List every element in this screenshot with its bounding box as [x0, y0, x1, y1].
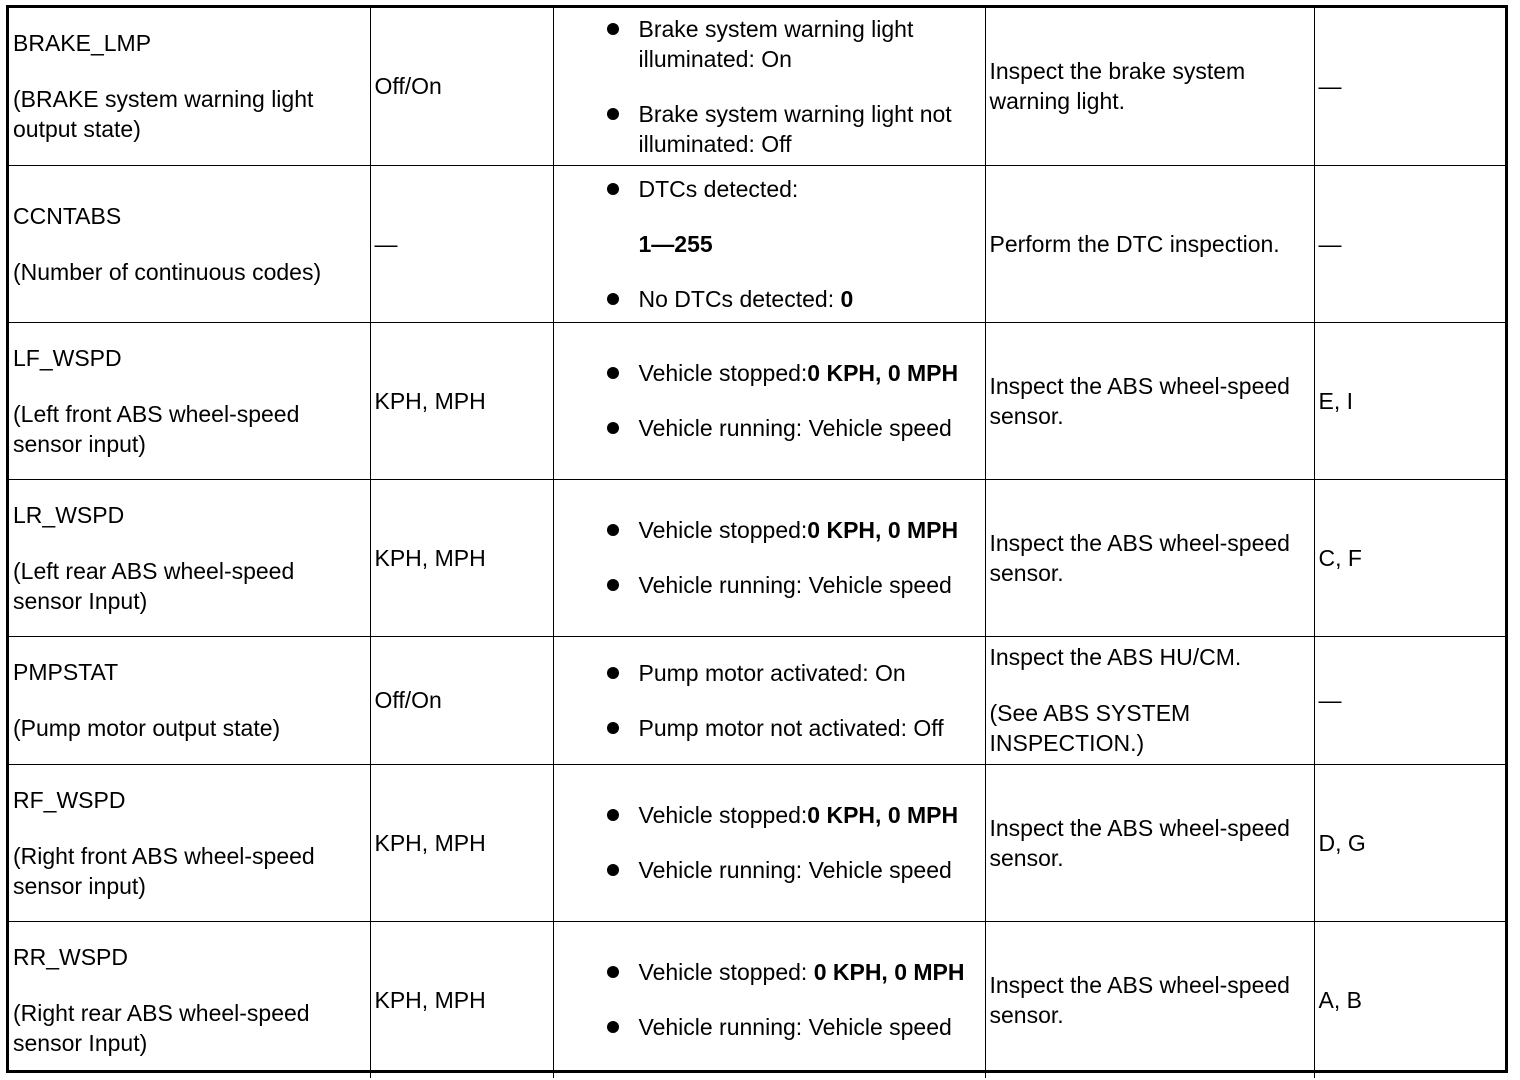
- pid-table: [6, 5, 1508, 1073]
- pid-monitor-table: [9, 8, 1505, 1078]
- terminal-cell: A, B: [1314, 921, 1505, 1078]
- pid-description: (Left rear ABS wheel-speed sensor Input): [13, 557, 295, 614]
- unit-cell: KPH, MPH: [370, 322, 553, 479]
- pid-name: PMPSTAT: [13, 659, 119, 685]
- terminal-cell: D, G: [1314, 764, 1505, 921]
- unit-cell: KPH, MPH: [370, 764, 553, 921]
- action-cell: Perform the DTC inspection.: [985, 165, 1314, 322]
- pid-description: (Pump motor output state): [13, 715, 281, 741]
- list-item: Brake system warning light not illuminated: Off: [603, 99, 981, 159]
- pid-name: CCNTABS: [13, 202, 122, 229]
- terminal-cell: —: [1314, 636, 1505, 764]
- list-item: Vehicle running: Vehicle speed: [603, 855, 981, 885]
- condition-cell: [553, 165, 985, 322]
- table-row: [9, 636, 1505, 764]
- bullet-icon: [607, 422, 619, 434]
- list-item: Brake system warning light illuminated: On: [603, 14, 981, 74]
- bullet-icon: [607, 108, 619, 120]
- condition-cell: [553, 479, 985, 636]
- pid-description: (BRAKE system warning light output state): [13, 86, 314, 143]
- unit-cell: KPH, MPH: [370, 921, 553, 1078]
- unit-cell: —: [370, 165, 553, 322]
- bullet-icon: [607, 579, 619, 591]
- list-item: Vehicle stopped:0 KPH, 0 MPH: [603, 515, 981, 545]
- bullet-icon: [607, 864, 619, 876]
- condition-cell: [553, 322, 985, 479]
- condition-cell: [553, 921, 985, 1078]
- table-row: [9, 921, 1505, 1078]
- table-row: [9, 8, 1505, 165]
- pid-cell: [9, 8, 370, 165]
- bullet-icon: [607, 722, 619, 734]
- terminal-cell: C, F: [1314, 479, 1505, 636]
- table-row: [9, 322, 1505, 479]
- pid-cell: [9, 921, 370, 1078]
- unit-cell: Off/On: [370, 8, 553, 165]
- list-item: Vehicle running: Vehicle speed: [603, 570, 981, 600]
- list-item: Vehicle stopped: 0 KPH, 0 MPH: [603, 957, 981, 987]
- pid-cell: [9, 764, 370, 921]
- bullet-icon: [607, 667, 619, 679]
- action-cell: [985, 636, 1314, 764]
- action-note: (See ABS SYSTEM INSPECTION.): [989, 700, 1191, 756]
- bullet-icon: [607, 809, 619, 821]
- pid-cell: [9, 165, 370, 322]
- condition-cell: [553, 636, 985, 764]
- dtc-range: 1—255: [638, 230, 713, 257]
- pid-name: BRAKE_LMP: [13, 30, 152, 57]
- unit-cell: KPH, MPH: [370, 479, 553, 636]
- pid-name: LR_WSPD: [13, 501, 125, 528]
- pid-name: LF_WSPD: [13, 344, 122, 371]
- list-item: Pump motor not activated: Off: [603, 713, 981, 743]
- list-item: DTCs detected: 1—255: [603, 174, 981, 259]
- terminal-cell: —: [1314, 8, 1505, 165]
- condition-cell: [553, 764, 985, 921]
- action-cell: Inspect the ABS wheel-speed sensor.: [985, 764, 1314, 921]
- pid-cell: [9, 322, 370, 479]
- list-item: Vehicle running: Vehicle speed: [603, 1012, 981, 1042]
- bullet-icon: [607, 183, 619, 195]
- action-text: Inspect the ABS HU/CM.: [989, 644, 1242, 670]
- bullet-icon: [607, 966, 619, 978]
- pid-name: RR_WSPD: [13, 943, 129, 970]
- terminal-cell: E, I: [1314, 322, 1505, 479]
- condition-cell: [553, 8, 985, 165]
- list-item: Vehicle running: Vehicle speed: [603, 413, 981, 443]
- list-item: Vehicle stopped:0 KPH, 0 MPH: [603, 800, 981, 830]
- pid-description: (Right rear ABS wheel-speed sensor Input): [13, 999, 310, 1056]
- pid-cell: [9, 479, 370, 636]
- pid-cell: [9, 636, 370, 764]
- pid-name: RF_WSPD: [13, 786, 126, 813]
- bullet-icon: [607, 23, 619, 35]
- action-cell: Inspect the ABS wheel-speed sensor.: [985, 322, 1314, 479]
- bullet-icon: [607, 1021, 619, 1033]
- list-item: Vehicle stopped:0 KPH, 0 MPH: [603, 358, 981, 388]
- bullet-icon: [607, 293, 619, 305]
- pid-description: (Number of continuous codes): [13, 258, 322, 285]
- table-row: [9, 479, 1505, 636]
- pid-description: (Right front ABS wheel-speed sensor input): [13, 842, 315, 899]
- table-row: [9, 764, 1505, 921]
- unit-cell: Off/On: [370, 636, 553, 764]
- table-row: [9, 165, 1505, 322]
- terminal-cell: —: [1314, 165, 1505, 322]
- action-cell: Inspect the ABS wheel-speed sensor.: [985, 479, 1314, 636]
- bullet-icon: [607, 367, 619, 379]
- action-cell: Inspect the brake system warning light.: [985, 8, 1314, 165]
- pid-description: (Left front ABS wheel-speed sensor input): [13, 400, 300, 457]
- bullet-icon: [607, 524, 619, 536]
- action-cell: Inspect the ABS wheel-speed sensor.: [985, 921, 1314, 1078]
- list-item: No DTCs detected: 0: [603, 284, 981, 314]
- list-item: Pump motor activated: On: [603, 658, 981, 688]
